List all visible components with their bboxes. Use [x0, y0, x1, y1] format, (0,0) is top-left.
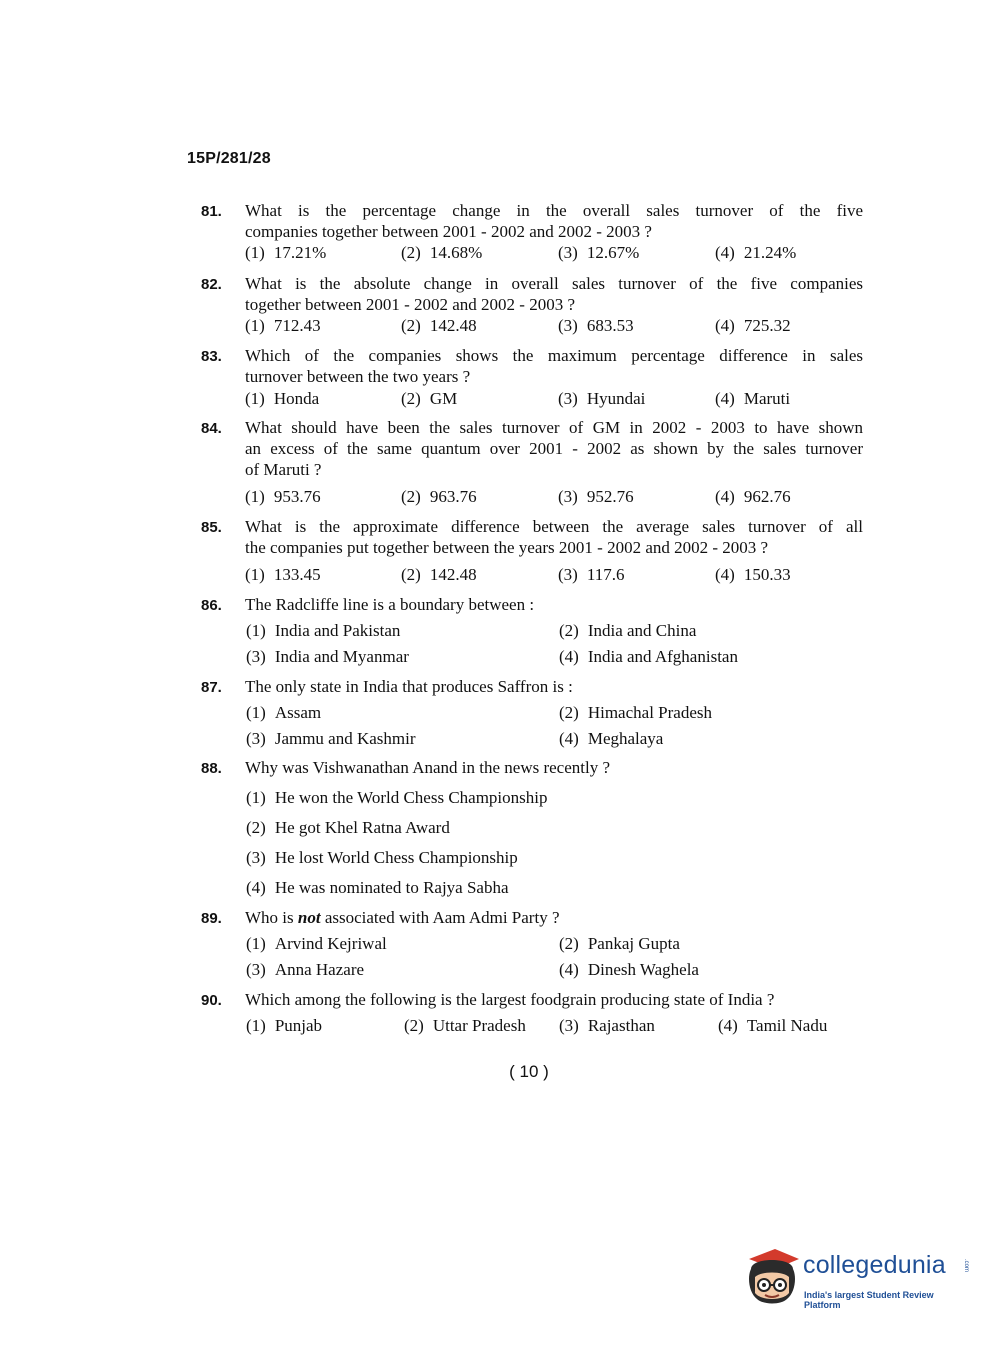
- question-text: [245, 345, 863, 387]
- option-2[interactable]: (2) 963.76: [401, 487, 477, 506]
- question-number: 82.: [201, 276, 222, 293]
- question-number: 88.: [201, 760, 222, 777]
- option-4[interactable]: (4) He was nominated to Rajya Sabha: [246, 878, 509, 897]
- option-3[interactable]: (3) Hyundai: [558, 389, 646, 408]
- question-line: an excess of the same quantum over 2001 - 2002 as shown by the sales turnover: [245, 439, 863, 458]
- question-text: [245, 516, 863, 558]
- option-3[interactable]: (3) 117.6: [558, 565, 625, 584]
- question-line: The only state in India that produces Saffron is :: [245, 677, 573, 696]
- question-line: What should have been the sales turnover of GM in 2002 - 2003 to have shown: [245, 418, 863, 437]
- option-1[interactable]: (1) He won the World Chess Championship: [246, 788, 548, 807]
- option-4[interactable]: (4) Meghalaya: [559, 729, 664, 748]
- option-2[interactable]: (2) GM: [401, 389, 458, 408]
- option-1[interactable]: (1) 953.76: [245, 487, 321, 506]
- question-line: Which of the companies shows the maximum percentage difference in sales: [245, 346, 863, 365]
- question-number: 81.: [201, 203, 222, 220]
- question-line: turnover between the two years ?: [245, 367, 471, 386]
- question-text: [245, 907, 863, 928]
- question-text: [245, 273, 863, 315]
- option-3[interactable]: (3) Jammu and Kashmir: [246, 729, 416, 748]
- option-4[interactable]: (4) 21.24%: [715, 243, 797, 262]
- option-1[interactable]: (1) India and Pakistan: [246, 621, 401, 640]
- question-line: Why was Vishwanathan Anand in the news recently ?: [245, 758, 611, 777]
- option-1[interactable]: (1) Assam: [246, 703, 322, 722]
- question-number: 89.: [201, 910, 222, 927]
- emphasis-not: not: [297, 908, 321, 927]
- question-text: [245, 594, 863, 615]
- question-number: 87.: [201, 679, 222, 696]
- option-3[interactable]: (3) 952.76: [558, 487, 634, 506]
- option-4[interactable]: (4) 725.32: [715, 316, 791, 335]
- option-2[interactable]: (2) Uttar Pradesh: [404, 1016, 526, 1035]
- option-3[interactable]: (3) India and Myanmar: [246, 647, 409, 666]
- option-2[interactable]: (2) He got Khel Ratna Award: [246, 818, 450, 837]
- paper-code: 15P/281/28: [187, 150, 271, 167]
- question-number: 84.: [201, 420, 222, 437]
- option-4[interactable]: (4) 962.76: [715, 487, 791, 506]
- collegedunia-watermark[interactable]: [741, 1247, 971, 1325]
- option-2[interactable]: (2) India and China: [559, 621, 697, 640]
- option-4[interactable]: (4) Tamil Nadu: [718, 1016, 828, 1035]
- brand-name: collegedunia: [803, 1251, 946, 1279]
- option-2[interactable]: (2) 142.48: [401, 565, 477, 584]
- question-line: The Radcliffe line is a boundary between :: [245, 595, 535, 614]
- option-1[interactable]: (1) 17.21%: [245, 243, 327, 262]
- option-3[interactable]: (3) 683.53: [558, 316, 634, 335]
- question-line: together between 2001 - 2002 and 2002 - 2003 ?: [245, 295, 575, 314]
- question-line: of Maruti ?: [245, 460, 322, 479]
- question-number: 85.: [201, 519, 222, 536]
- option-4[interactable]: (4) India and Afghanistan: [559, 647, 738, 666]
- question-line: What is the absolute change in overall sales turnover of the five companies: [245, 274, 863, 293]
- brand-domain: .com: [963, 1259, 969, 1273]
- option-2[interactable]: (2) 142.48: [401, 316, 477, 335]
- question-line: companies together between 2001 - 2002 and 2002 - 2003 ?: [245, 222, 652, 241]
- option-1[interactable]: (1) Arvind Kejriwal: [246, 934, 387, 953]
- page-number: ( 10 ): [509, 1062, 549, 1081]
- option-2[interactable]: (2) Pankaj Gupta: [559, 934, 680, 953]
- question-number: 86.: [201, 597, 222, 614]
- question-line: What is the percentage change in the overall sales turnover of the five: [245, 201, 863, 220]
- question-line: What is the approximate difference between the average sales turnover of all: [245, 517, 863, 536]
- question-text: [245, 989, 863, 1010]
- option-3[interactable]: (3) Anna Hazare: [246, 960, 365, 979]
- question-text: [245, 417, 863, 480]
- question-number: 83.: [201, 348, 222, 365]
- option-4[interactable]: (4) 150.33: [715, 565, 791, 584]
- brand-tagline: India's largest Student Review Platform: [804, 1290, 934, 1310]
- question-number: 90.: [201, 992, 222, 1009]
- option-4[interactable]: (4) Maruti: [715, 389, 791, 408]
- option-1[interactable]: (1) 133.45: [245, 565, 321, 584]
- question-line: Who is not associated with Aam Admi Party ?: [245, 908, 560, 927]
- option-1[interactable]: (1) Punjab: [246, 1016, 323, 1035]
- question-text: [245, 676, 863, 697]
- option-3[interactable]: (3) He lost World Chess Championship: [246, 848, 518, 867]
- mascot-icon: [741, 1247, 803, 1315]
- question-text: [245, 200, 863, 242]
- option-2[interactable]: (2) 14.68%: [401, 243, 483, 262]
- option-1[interactable]: (1) 712.43: [245, 316, 321, 335]
- question-line: Which among the following is the largest foodgrain producing state of India ?: [245, 990, 775, 1009]
- option-4[interactable]: (4) Dinesh Waghela: [559, 960, 699, 979]
- option-1[interactable]: (1) Honda: [245, 389, 320, 408]
- option-3[interactable]: (3) Rajasthan: [559, 1016, 655, 1035]
- option-2[interactable]: (2) Himachal Pradesh: [559, 703, 712, 722]
- question-line: the companies put together between the years 2001 - 2002 and 2002 - 2003 ?: [245, 538, 769, 557]
- option-3[interactable]: (3) 12.67%: [558, 243, 640, 262]
- question-text: [245, 757, 863, 778]
